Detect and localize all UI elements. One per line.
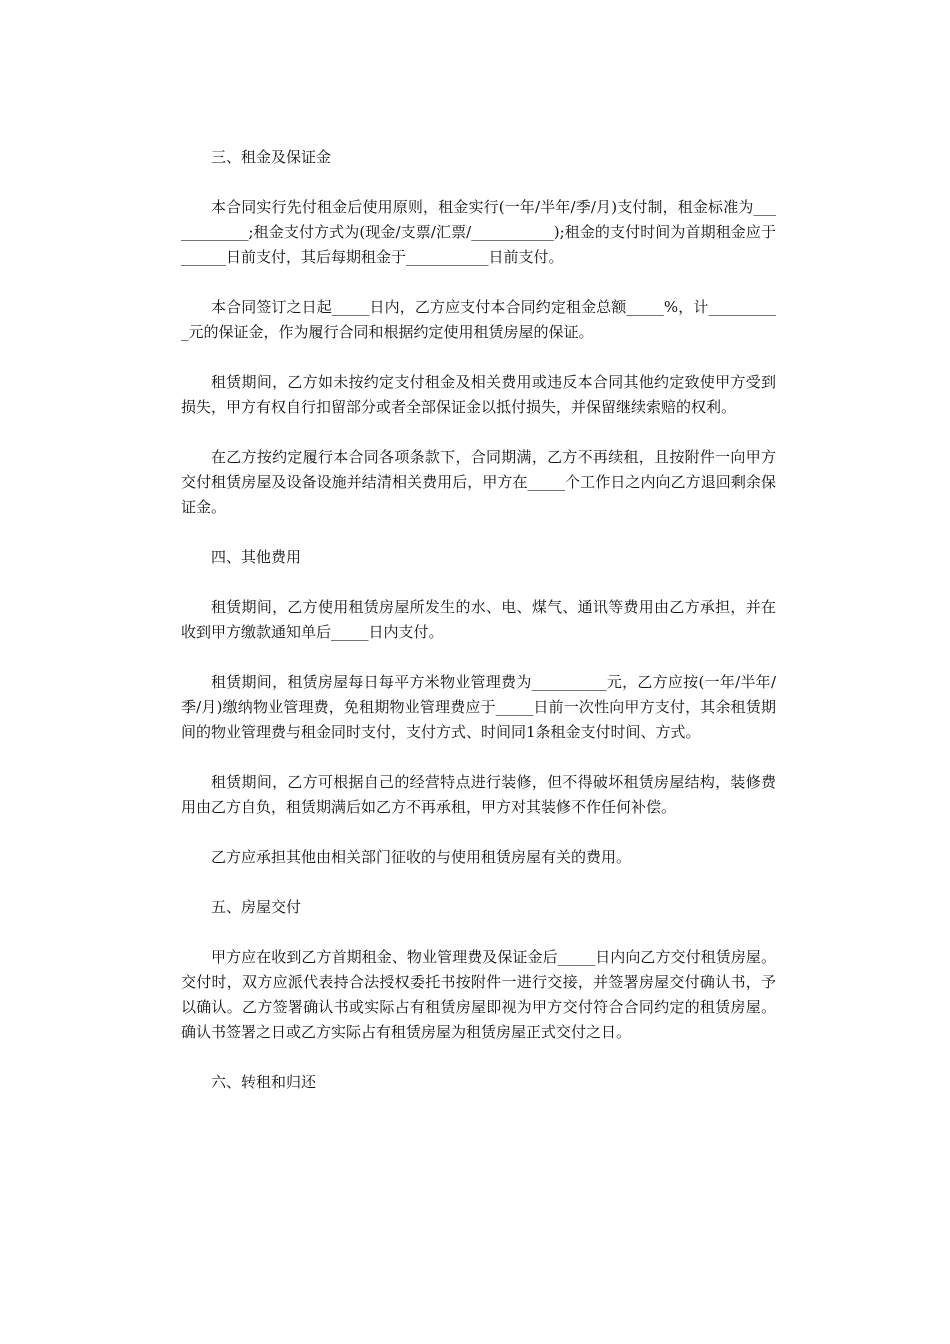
paragraph-decoration: 租赁期间，乙方可根据自己的经营特点进行装修，但不得破坏租赁房屋结构，装修费用由乙方自负，租赁期满后如乙方不再承租，甲方对其装修不作任何补偿。	[181, 773, 776, 816]
paragraph-utility-fees: 租赁期间，乙方使用租赁房屋所发生的水、电、煤气、通讯等费用由乙方承担，并在收到甲方缴款通知单后_____日内支付。	[181, 598, 776, 641]
paragraph-deposit-amount: 本合同签订之日起_____日内，乙方应支付本合同约定租金总额_____%，计__________元的保证金，作为履行合同和根据约定使用租赁房屋的保证。	[181, 298, 776, 341]
section-heading-rent-deposit: 三、租金及保证金	[211, 148, 332, 166]
paragraph-deposit-deduction: 租赁期间，乙方如未按约定支付租金及相关费用或违反本合同其他约定致使甲方受到损失，甲方有权自行扣留部分或者全部保证金以抵付损失，并保留继续索赔的权利。	[181, 373, 776, 416]
document-body	[181, 145, 776, 1095]
paragraph-other-charges: 乙方应承担其他由相关部门征收的与使用租赁房屋有关的费用。	[211, 848, 632, 866]
section-heading-house-delivery: 五、房屋交付	[211, 898, 302, 916]
paragraph-delivery-terms: 甲方应在收到乙方首期租金、物业管理费及保证金后_____日内向乙方交付租赁房屋。交付时，双方应派代表持合法授权委托书按附件一进行交接，并签署房屋交付确认书，予以确认。乙方签署确认书或实际占有租赁房屋即视为甲方交付符合合同约定的租赁房屋。确认书签署之日或乙方实际占有租赁房屋为租赁房屋正式交付之日。	[181, 948, 776, 1041]
section-heading-sublease-return: 六、转租和归还	[211, 1073, 317, 1091]
section-heading-other-fees: 四、其他费用	[211, 548, 302, 566]
paragraph-deposit-refund: 在乙方按约定履行本合同各项条款下，合同期满，乙方不再续租，且按附件一向甲方交付租赁房屋及设备设施并结清相关费用后，甲方在_____个工作日之内向乙方退回剩余保证金。	[181, 448, 776, 516]
paragraph-rent-payment: 本合同实行先付租金后使用原则，租金实行(一年/半年/季/月)支付制，租金标准为____________;租金支付方式为(现金/支票/汇票/___________);租金的支付时间为首期租金应于 ______日前支付，其后每期租金于___________日前支付。	[181, 198, 776, 266]
paragraph-property-management-fee: 租赁期间，租赁房屋每日每平方米物业管理费为__________元，乙方应按(一年/半年/季/月)缴纳物业管理费，免租期物业管理费应于_____日前一次性向甲方支付，其余租赁期间的物业管理费与租金同时支付，支付方式、时间同1条租金支付时间、方式。	[181, 673, 776, 741]
